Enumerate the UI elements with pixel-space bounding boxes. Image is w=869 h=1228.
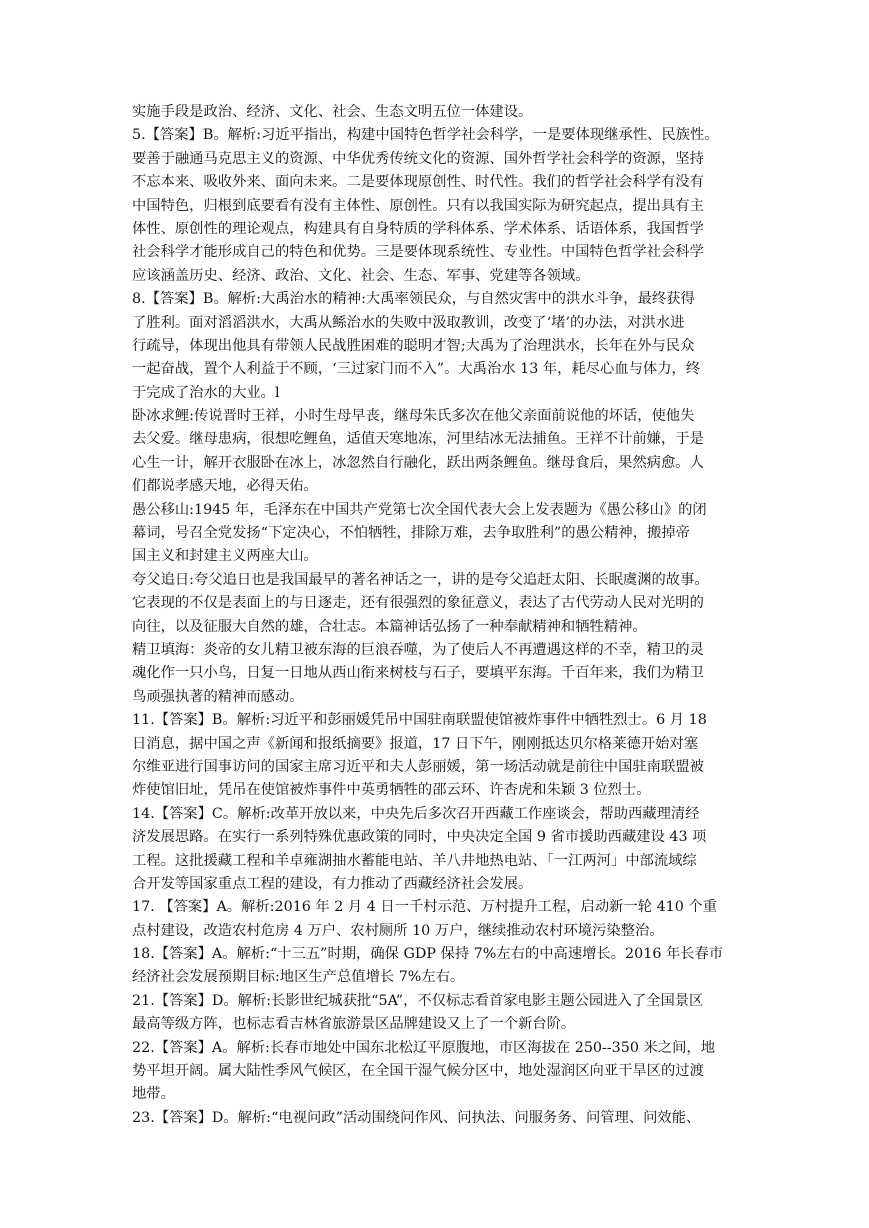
text-line: 要善于融通马克思主义的资源、中华优秀传统文化的资源、国外哲学社会科学的资源，坚持 (132, 150, 704, 167)
text-line: 中国特色，归根到底要看有没有主体性、原创性。只有以我国实际为研究起点，提出具有主 (132, 197, 704, 214)
text-line: 18.【答案】A。解析:“十三五”时期，确保 GDP 保持 7%左右的中高速增长。2016 年长春市 (132, 946, 724, 963)
text-line: 卧冰求鲤:传说晋时王祥，小时生母早丧，继母朱氏多次在他父亲面前说他的坏话，使他失 (132, 408, 695, 425)
text-line: 行疏导，体现出他具有带领人民战胜困难的聪明才智;大禹为了治理洪水，长年在外与民众 (132, 337, 695, 354)
text-line: 最高等级方阵，也标志看吉林省旅游景区品牌建设又上了一个新台阶。 (132, 1016, 576, 1033)
document-body (132, 101, 738, 1130)
text-line: 工程。这批援藏工程和羊卓雍湖抽水蓄能电站、羊八井地热电站、「一江两河」中部流域综 (132, 852, 697, 869)
text-line: 心生一计，解开衣服卧在冰上，冰忽然自行融化，跃出两条鲤鱼。继母食后，果然病愈。人 (132, 454, 704, 471)
text-line: 5.【答案】B。解析:习近平指出，构建中国特色哲学社会科学，一是要体现继承性、民族性。 (132, 127, 719, 144)
text-line: 夸父追日:夸父追日也是我国最早的著名神话之一，讲的是夸父追赶太阳、长眠虞渊的故事。 (132, 571, 709, 588)
text-line: 17. 【答案】A。解析:2016 年 2 月 4 日一千村示范、万村提升工程，启动新一轮 410 个重 (132, 899, 718, 916)
text-line: 了胜利。面对滔滔洪水，大禹从鲧治水的失败中汲取教训，改变了‘堵’的办法，对洪水进 (132, 314, 685, 331)
text-line: 向往，以及征服大自然的雄，合壮志。本篇神话弘扬了一种奉献精神和牺牲精神。 (132, 618, 647, 635)
text-line: 不忘本来、吸收外来、面向未来。二是要体现原创性、时代性。我们的哲学社会科学有没有 (132, 174, 704, 191)
text-line: 22.【答案】A。解析:长春市地处中国东北松辽平原腹地，市区海拔在 250--350 米之间，地 (132, 1039, 715, 1056)
text-line: 应该涵盖历史、经济、政治、文化、社会、生态、军事、党建等各领域。 (132, 267, 590, 284)
text-line: 11.【答案】B。解析:习近平和彭丽媛凭吊中国驻南联盟使馆被炸事件中牺牲烈士。6 月 18 (132, 712, 707, 729)
text-line: 23.【答案】D。解析:“电视问政”活动围绕问作风、问执法、问服务务、问管理、问效能、 (132, 1109, 701, 1126)
text-line: 合开发等国家重点工程的建设，有力推动了西藏经济社会发展。 (132, 875, 533, 892)
text-line: 点村建设，改造农村危房 4 万户、农村厕所 10 万户，继续推动农村环境污染整治。 (132, 922, 664, 939)
text-line: 一起奋战，置个人利益于不顾，‘三过家门而不入”。大禹治水 13 年，耗尽心血与体力，终 (132, 361, 701, 378)
text-line: 们都说孝感天地，必得天佑。 (132, 478, 318, 495)
text-line: 14.【答案】C。解析:改革开放以来，中央先后多次召开西藏工作座谈会，帮助西藏理清经 (132, 805, 700, 822)
text-line: 实施手段是政治、经济、文化、社会、生态文明五位一体建设。 (132, 104, 533, 120)
text-line: 经济社会发展预期目标:地区生产总值增长 7%左右。 (132, 969, 465, 986)
text-line: 愚公移山:1945 年，毛泽东在中国共产党第七次全国代表大会上发表题为《愚公移山》的闭 (132, 501, 707, 518)
text-line: 济发展思路。在实行一系列特殊优惠政策的同时，中央决定全国 9 省市援助西藏建设 43 项 (132, 829, 707, 846)
text-line: 去父爱。继母患病，很想吃鲤鱼，适值天寒地冻，河里结冰无法捕鱼。王祥不计前嫌，于是 (132, 431, 704, 448)
text-line: 于完成了治水的大业。l (132, 384, 280, 401)
text-line: 魂化作一只小鸟，日复一日地从西山衔来树枝与石子，要填平东海。千百年来，我们为精卫 (132, 665, 704, 682)
text-line: 鸟顽强执著的精神而感动。 (132, 688, 304, 705)
text-line: 8.【答案】B。解析:大禹治水的精神:大禹率领民众，与自然灾害中的洪水斗争，最终获得 (132, 291, 695, 308)
text-line: 精卫填海：炎帝的女儿精卫被东海的巨浪吞噬，为了使后人不再遭遇这样的不幸，精卫的灵 (132, 641, 704, 658)
text-line: 尔维亚进行国事访问的国家主席习近平和夫人彭丽媛，第一场活动就是前往中国驻南联盟被 (132, 758, 704, 775)
text-line: 国主义和封建主义两座大山。 (132, 548, 318, 565)
text-line: 体性、原创性的理论观点，构建具有自身特质的学科体系、学术体系、话语体系，我国哲学 (132, 220, 704, 237)
text-line: 炸使馆旧址，凭吊在使馆被炸事件中英勇牺牲的邵云环、许杏虎和朱颖 3 位烈士。 (132, 782, 651, 799)
text-line: 社会科学才能形成自己的特色和优势。三是要体现系统性、专业性。中国特色哲学社会科学 (132, 244, 704, 261)
text-line: 地带。 (132, 1086, 175, 1103)
text-line: 势平坦开阔。属大陆性季风气候区，在全国干湿气候分区中，地处湿润区向亚干旱区的过渡 (132, 1063, 704, 1080)
text-line: 幕词，号召全党发扬“下定决心，不怕牺牲，排除万难，去争取胜利”的愚公精神，搬掉帝 (132, 525, 690, 542)
text-line: 它表现的不仅是表面上的与日逐走，还有很强烈的象征意义，表达了古代劳动人民对光明的 (132, 595, 704, 612)
text-line: 21.【答案】D。解析:长影世纪城获批“5A”，不仅标志看首家电影主题公园进入了全国景区 (132, 992, 704, 1009)
text-line: 日消息，据中国之声《新闻和报纸摘要》报道，17 日下午，刚刚抵达贝尔格莱德开始对塞 (132, 735, 699, 752)
